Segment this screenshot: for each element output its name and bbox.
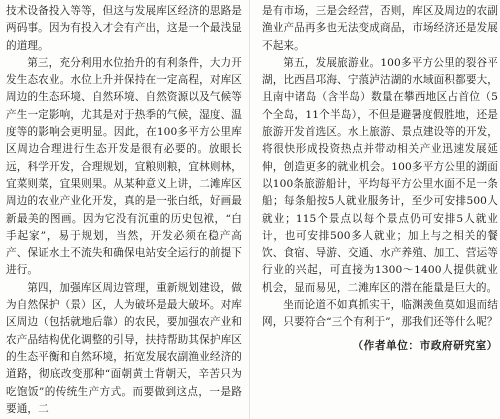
paragraph-conclusion: 坐而论道不如真抓实干，临渊羡鱼莫如退而结网，只要符合“三个有利于”，那我们还等什么呢？ — [262, 299, 498, 329]
paragraph-continuation-right: 是有市场，三是会经营，否则，库区及周边的农副渔业产品再多也无法变成商品，市场经济还是发展不起来。 — [262, 5, 498, 52]
paragraph-continuation: 技术设备投入等等，但这与发展库区经济的思路是两码事。因为有投入才会有产出，这是一个最浅显的道理。 — [6, 5, 242, 52]
right-column — [262, 3, 498, 355]
author-affiliation: （作者单位：市政府研究室） — [352, 339, 498, 352]
paragraph-point-five: 第五，发展旅游业。100多平方公里的裂谷平湖，比西昌邛海、宁蒗泸沽湖的水域面积都要大，且南中诸岛（含半岛）数量在攀西地区占首位（5个全岛，11个半岛），不但是避暑度假胜地，还是旅游开发首选区。水上旅游、景点建设等的开发，将很快形成投资热点并带动相关产业迅速发展延伸，创造更多的就业机会。100多平方公里的湖面以100条旅游船计，平均每平方公里水面不足一条船；每条船按5人就业服务计，至少可安排500人就业；115个景点以每个景点仍可安排5人就业计，也可安排500多人就业；加上与之相关的餐饮、食宿、导游、交通、水产养殖、加工、营运等行业的兴起，可直接为1300～1400人提供就业机会，显而易见，二滩库区的潜在能量是巨大的。 — [262, 56, 498, 294]
paragraph-point-three: 第三，充分利用水位抬升的有利条件，大力开发生态农业。水位上升并保持在一定高程，对库区周边的生态环境、自然环境、自然资源以及气候等产生一定影响，尤其是对于热季的气候，湿度、温度等的影响会更明显。因此，在100多平方公里库区周边合理进行生态开发是很有必要的。放眼长远，科学开发，合理规划，宜粮则粮，宜林则林，宜菜则菜，宜果则果。从某种意义上讲，二滩库区周边的农业产业化开发，真的是一张白纸，好画最新最美的图画。因为它没有沉重的历史包袱，“白手起家”，易于规划，当然，开发必须在稳产高产、保证水土不流失和确保电站安全运行的前提下进行。 — [6, 56, 242, 277]
left-column — [6, 3, 242, 418]
paragraph-point-four: 第四，加强库区周边管理，重新规划建设，做为自然保护（景）区，人为破坏是最大破坏。对库区周边（包括就地后靠）的农民，要加强农产业和农产品结构优化调整的引导，扶持帮助其保护库区的生态平衡和自然环境，拓宽发展农副渔业经济的道路，彻底改变那种“面朝黄土背朝天，辛苦只为吃饱饭”的传统生产方式。而要做到这点，一是路要通，二 — [6, 281, 242, 415]
column-divider — [249, 0, 250, 419]
